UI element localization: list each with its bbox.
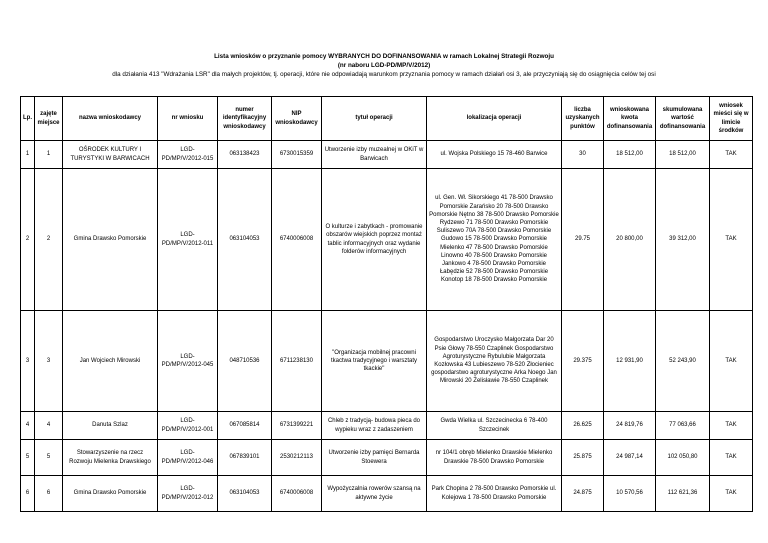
cell-title: Chleb z tradycją- budowa pieca do wypieku wraz z zadaszeniem [322, 412, 427, 440]
cell-cumulative: 52 243,90 [656, 311, 710, 412]
cell-title: O kulturze i zabytkach - promowanie obszarów wiejskich poprzez montaż tablic informacyjnych oraz wydanie folderów informacyjnych [322, 169, 427, 311]
cell-app-no: LGD-PD/MP/V/2012-045 [158, 311, 218, 412]
cell-amount: 20 800,00 [604, 169, 656, 311]
cell-cumulative: 18 512,00 [656, 141, 710, 169]
cell-app-no: LGD-PD/MP/V/2012-046 [158, 440, 218, 476]
cell-nip: 6711238130 [272, 311, 322, 412]
cell-cumulative: 39 312,00 [656, 169, 710, 311]
column-header: numer identyfikacyjny wnioskodawcy [218, 97, 272, 141]
table-row [21, 476, 753, 512]
cell-location: nr 104/1 obręb Mielenko Drawskie Mielenko Drawskie 78-500 Drawsko Pomorskie [427, 440, 562, 476]
column-header: lokalizacja operacji [427, 97, 562, 141]
column-header: skumulowana wartość dofinansowania [656, 97, 710, 141]
cell-location: ul. Gen. Wł. Sikorskiego 41 78-500 Drawsko Pomorskie Zarańsko 20 78-500 Drawsko Pomorskie Nętno 38 78-500 Drawsko Pomorskie Rydzewo 71 78-500 Drawsko Pomorskie Suliszewo 70A 78-500 Drawsko Pomorskie Gudowo 15 78-500 Drawsko Pomorskie Mielenko 47 78-500 Drawsko Pomorskie Linowno 40 78-500 Drawsko Pomorskie Jankowo 4 78-500 Drawsko Pomorskie Łabędzie 52 78-500 Drawsko Pomorskie Konotop 18 78-500 Drawsko Pomorskie [427, 169, 562, 311]
cell-lp: 2 [21, 169, 35, 311]
cell-place: 1 [35, 141, 63, 169]
cell-place: 2 [35, 169, 63, 311]
cell-points: 24.875 [562, 476, 604, 512]
cell-lp: 6 [21, 476, 35, 512]
cell-amount: 24 819,76 [604, 412, 656, 440]
column-header: tytuł operacji [322, 97, 427, 141]
cell-id-no: 063104053 [218, 476, 272, 512]
cell-within: TAK [710, 440, 753, 476]
column-header: Lp. [21, 97, 35, 141]
cell-applicant: Jan Wojciech Mirowski [63, 311, 158, 412]
cell-points: 29.75 [562, 169, 604, 311]
cell-within: TAK [710, 141, 753, 169]
cell-nip: 6730015359 [272, 141, 322, 169]
document-title: Lista wniosków o przyznanie pomocy WYBRANYCH DO DOFINANSOWANIA w ramach Lokalnej Strategii Rozwoju [214, 53, 554, 60]
cell-place: 4 [35, 412, 63, 440]
cell-app-no: LGD-PD/MP/V/2012-011 [158, 169, 218, 311]
call-number: (nr naboru LGD-PD/MP/V/2012) [337, 62, 431, 69]
column-header: nr wniosku [158, 97, 218, 141]
cell-nip: 6740006008 [272, 476, 322, 512]
applications-table [20, 96, 753, 512]
cell-amount: 10 570,56 [604, 476, 656, 512]
cell-points: 26.625 [562, 412, 604, 440]
cell-title: Utworzenie izby muzealnej w OKiT w Barwicach [322, 141, 427, 169]
cell-id-no: 063104053 [218, 169, 272, 311]
cell-title: Wypożyczalnia rowerów szansą na aktywne życie [322, 476, 427, 512]
cell-title: "Organizacja mobilnej pracowni tkactwa tradycyjnego i warsztaty tkackie" [322, 311, 427, 412]
cell-applicant: Danuta Szlaz [63, 412, 158, 440]
cell-location: Gwda Wielka ul. Szczecinecka 6 78-400 Szczecinek [427, 412, 562, 440]
cell-within: TAK [710, 412, 753, 440]
cell-amount: 24 987,14 [604, 440, 656, 476]
cell-location: Park Chopina 2 78-500 Drawsko Pomorskie ul. Kolejowa 1 78-500 Drawsko Pomorskie [427, 476, 562, 512]
cell-id-no: 067839101 [218, 440, 272, 476]
cell-points: 25.875 [562, 440, 604, 476]
table-row [21, 412, 753, 440]
cell-app-no: LGD-PD/MP/V/2012-012 [158, 476, 218, 512]
column-header: liczba uzyskanych punktów [562, 97, 604, 141]
cell-lp: 3 [21, 311, 35, 412]
cell-cumulative: 112 621,36 [656, 476, 710, 512]
cell-nip: 2530212113 [272, 440, 322, 476]
cell-applicant: OŚRODEK KULTURY I TURYSTYKI W BARWICACH [63, 141, 158, 169]
column-header: NIP wnioskodawcy [272, 97, 322, 141]
cell-applicant: Gmina Drawsko Pomorskie [63, 476, 158, 512]
table-row [21, 141, 753, 169]
cell-cumulative: 77 063,66 [656, 412, 710, 440]
cell-id-no: 063138423 [218, 141, 272, 169]
cell-place: 3 [35, 311, 63, 412]
column-header: zajęte miejsce [35, 97, 63, 141]
cell-applicant: Stowarzyszenie na rzecz Rozwoju Mielenka Drawskiego [63, 440, 158, 476]
cell-amount: 12 931,90 [604, 311, 656, 412]
cell-app-no: LGD-PD/MP/V/2012-001 [158, 412, 218, 440]
column-header: wniosek mieści się w limicie środków [710, 97, 753, 141]
cell-place: 6 [35, 476, 63, 512]
table-row [21, 311, 753, 412]
column-header: nazwa wnioskodawcy [63, 97, 158, 141]
cell-place: 5 [35, 440, 63, 476]
cell-id-no: 048710536 [218, 311, 272, 412]
cell-nip: 6740006008 [272, 169, 322, 311]
cell-within: TAK [710, 169, 753, 311]
measure-description: dla działania 413 "Wdrażania LSR" dla małych projektów, tj. operacji, które nie odpowiadają warunkom przyznania pomocy w ramach działań osi 3, ale przyczyniają się do osiągnięcia celów tej osi [112, 71, 656, 78]
cell-nip: 6731399221 [272, 412, 322, 440]
cell-location: ul. Wojska Polskiego 15 78-460 Barwice [427, 141, 562, 169]
cell-points: 29.375 [562, 311, 604, 412]
cell-location: Gospodarstwo Uroczysko Małgorzata Dar 20 Psie Głowy 78-550 Czaplinek Gospodarstwo Agroturystyczne Rybulubie Małgorzata Kozłowska 43 Lubieszewo 78-520 Złocieniec gospodarstwo agroturystyczne Arka Noego Jan Mirowski 20 Żelisławie 78-550 Czaplinek [427, 311, 562, 412]
cell-points: 30 [562, 141, 604, 169]
column-header: wnioskowana kwota dofinansowania [604, 97, 656, 141]
cell-within: TAK [710, 311, 753, 412]
cell-amount: 18 512,00 [604, 141, 656, 169]
cell-lp: 4 [21, 412, 35, 440]
table-row [21, 440, 753, 476]
cell-cumulative: 102 050,80 [656, 440, 710, 476]
cell-within: TAK [710, 476, 753, 512]
cell-lp: 1 [21, 141, 35, 169]
cell-app-no: LGD-PD/MP/V/2012-015 [158, 141, 218, 169]
cell-id-no: 067085814 [218, 412, 272, 440]
cell-lp: 5 [21, 440, 35, 476]
table-row [21, 169, 753, 311]
cell-applicant: Gmina Drawsko Pomorskie [63, 169, 158, 311]
table-header-row [21, 97, 753, 141]
cell-title: Utworzenie izby pamięci Bernarda Stoewera [322, 440, 427, 476]
